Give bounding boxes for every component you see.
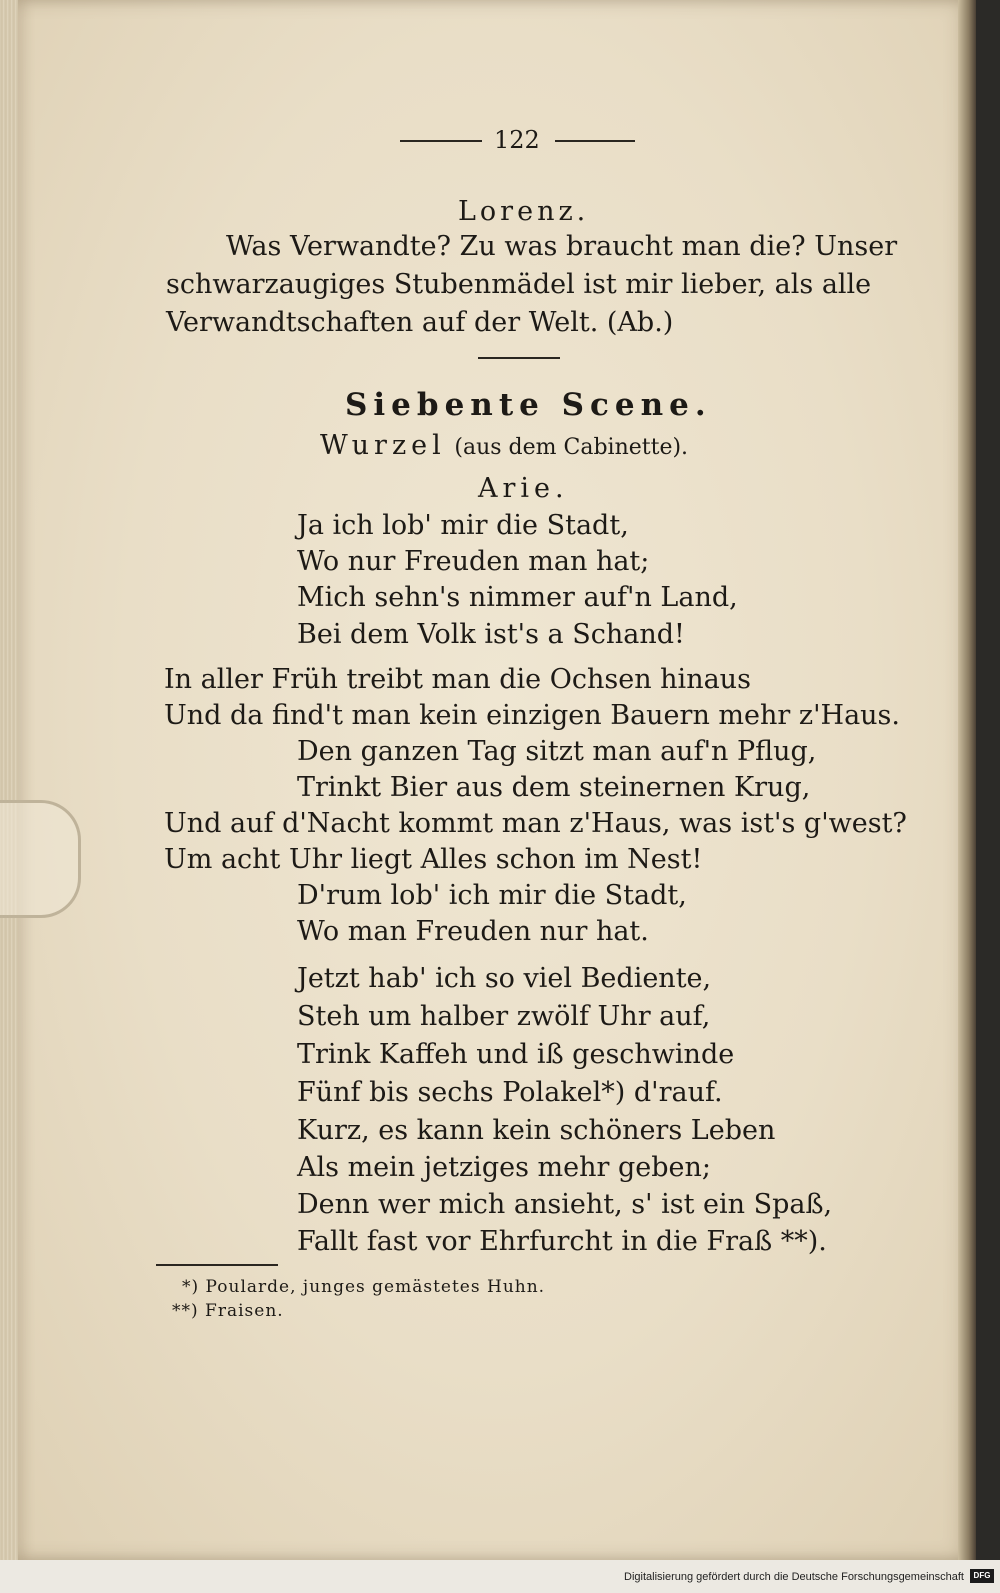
footnote-rule bbox=[156, 1264, 278, 1266]
verse-line: Trinkt Bier aus dem steinernen Krug, bbox=[297, 772, 811, 803]
footnote: *) Poularde, junges gemästetes Huhn. bbox=[182, 1277, 546, 1297]
page-gutter-shadow bbox=[958, 0, 976, 1560]
verse-line: Trink Kaffeh und iß geschwinde bbox=[297, 1039, 735, 1070]
aria-heading: Arie. bbox=[478, 473, 569, 504]
verse-line: Ja ich lob' mir die Stadt, bbox=[297, 510, 629, 541]
scene-title: Siebente Scene. bbox=[345, 387, 712, 423]
verse-line: Steh um halber zwölf Uhr auf, bbox=[297, 1001, 711, 1032]
digitization-footer bbox=[0, 1560, 1000, 1593]
dfg-logo-icon: DFG bbox=[970, 1569, 994, 1583]
header-rule-left bbox=[400, 140, 482, 142]
verse-line: D'rum lob' ich mir die Stadt, bbox=[297, 880, 687, 911]
speech-line: Verwandtschaften auf der Welt. (Ab.) bbox=[166, 307, 674, 338]
stage-direction bbox=[320, 432, 688, 459]
header-rule-right bbox=[555, 140, 635, 142]
verse-line: Wo nur Freuden man hat; bbox=[297, 546, 650, 577]
verse-line: Bei dem Volk ist's a Schand! bbox=[297, 619, 685, 650]
character-name: Wurzel bbox=[320, 430, 446, 461]
verse-line: Um acht Uhr liegt Alles schon im Nest! bbox=[164, 844, 703, 875]
footnote: **) Fraisen. bbox=[172, 1301, 284, 1321]
verse-line: Als mein jetziges mehr geben; bbox=[297, 1152, 711, 1183]
speaker-name: Lorenz. bbox=[458, 196, 590, 227]
verse-line: Und da find't man kein einzigen Bauern mehr z'Haus. bbox=[164, 700, 900, 731]
page-number: 122 bbox=[494, 126, 540, 154]
verse-line: Denn wer mich ansieht, s' ist ein Spaß, bbox=[297, 1189, 833, 1220]
verse-line: Und auf d'Nacht kommt man z'Haus, was ist's g'west? bbox=[164, 808, 907, 839]
verse-line: Jetzt hab' ich so viel Bediente, bbox=[297, 963, 712, 994]
verse-line: Mich sehn's nimmer auf'n Land, bbox=[297, 582, 738, 613]
section-separator bbox=[478, 357, 560, 359]
verse-line: Den ganzen Tag sitzt man auf'n Pflug, bbox=[297, 736, 817, 767]
verse-line: In aller Früh treibt man die Ochsen hinaus bbox=[164, 664, 751, 695]
speech-line: Was Verwandte? Zu was braucht man die? Unser bbox=[226, 231, 898, 262]
verse-line: Kurz, es kann kein schöners Leben bbox=[297, 1115, 776, 1146]
verse-line: Fünf bis sechs Polakel*) d'rauf. bbox=[297, 1077, 723, 1108]
footer-credit: Digitalisierung gefördert durch die Deutsche Forschungsgemeinschaft bbox=[624, 1571, 964, 1583]
page-tab-marker bbox=[0, 800, 81, 918]
verse-line: Fallt fast vor Ehrfurcht in die Fraß **). bbox=[297, 1226, 827, 1257]
stage-note: (aus dem Cabinette). bbox=[454, 435, 689, 460]
verse-line: Wo man Freuden nur hat. bbox=[297, 916, 649, 947]
speech-line: schwarzaugiges Stubenmädel ist mir lieber, als alle bbox=[166, 269, 872, 300]
